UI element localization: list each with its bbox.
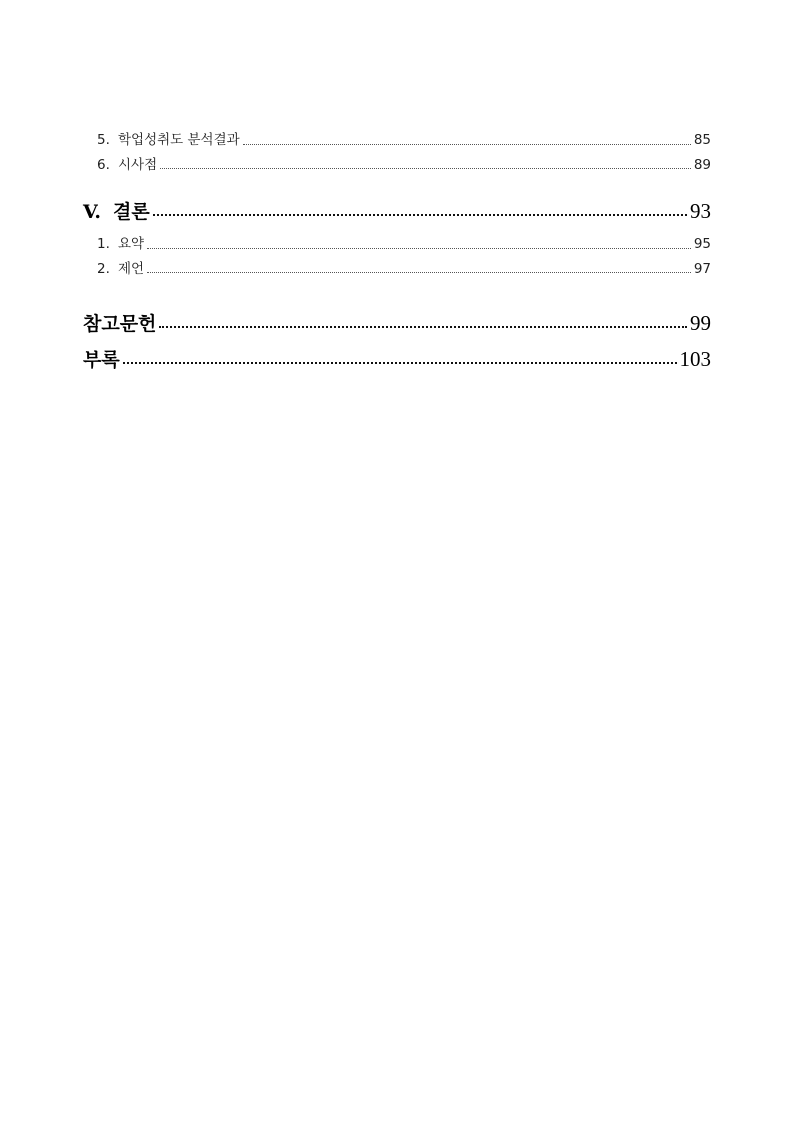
toc-chapter-conclusion[interactable] — [83, 197, 711, 225]
toc-entry-title: 시사점 — [118, 156, 158, 173]
toc-entry-number: 1. — [97, 236, 110, 252]
toc-entry-title: 학업성취도 분석결과 — [118, 132, 240, 148]
toc-entry-analysis-results[interactable] — [83, 128, 711, 153]
toc-entry-number: 6. — [97, 156, 110, 173]
toc-entry-summary[interactable] — [83, 232, 711, 257]
toc-entry-page: 95 — [693, 236, 711, 252]
toc-entry-implications[interactable] — [83, 153, 711, 178]
toc-entry-title: 제언 — [118, 260, 145, 277]
toc-chapter-title: 부록 — [83, 349, 120, 371]
toc-chapter-label — [83, 198, 150, 226]
toc-entry-number: 5. — [97, 132, 110, 148]
toc-chapter-appendix[interactable] — [83, 345, 711, 373]
toc-entry-label — [97, 232, 144, 257]
toc-chapter-page: 93 — [690, 199, 711, 223]
toc-entry-label — [97, 257, 144, 282]
dot-leader — [160, 153, 691, 178]
toc-entry-suggestions[interactable] — [83, 257, 711, 282]
toc-chapter-references[interactable] — [83, 309, 711, 337]
toc-chapter-number: V. — [83, 201, 102, 223]
toc-entry-label — [97, 128, 240, 153]
dot-leader — [153, 197, 687, 225]
toc-chapter-title: 참고문헌 — [83, 313, 157, 335]
toc-entry-page: 85 — [693, 132, 711, 148]
toc-entry-label — [97, 153, 157, 178]
toc-chapter-title: 결론 — [113, 201, 150, 223]
toc-entry-number: 2. — [97, 260, 110, 277]
dot-leader — [243, 128, 691, 153]
dot-leader — [147, 257, 691, 282]
dot-leader — [147, 232, 691, 257]
toc-entry-title: 요약 — [118, 236, 145, 252]
dot-leader — [159, 309, 687, 337]
toc-chapter-page: 99 — [690, 311, 711, 335]
toc-entry-page: 89 — [693, 156, 711, 173]
dot-leader — [123, 345, 677, 373]
toc-chapter-page: 103 — [679, 347, 711, 371]
toc-entry-page: 97 — [693, 260, 711, 277]
table-of-contents — [83, 128, 711, 373]
